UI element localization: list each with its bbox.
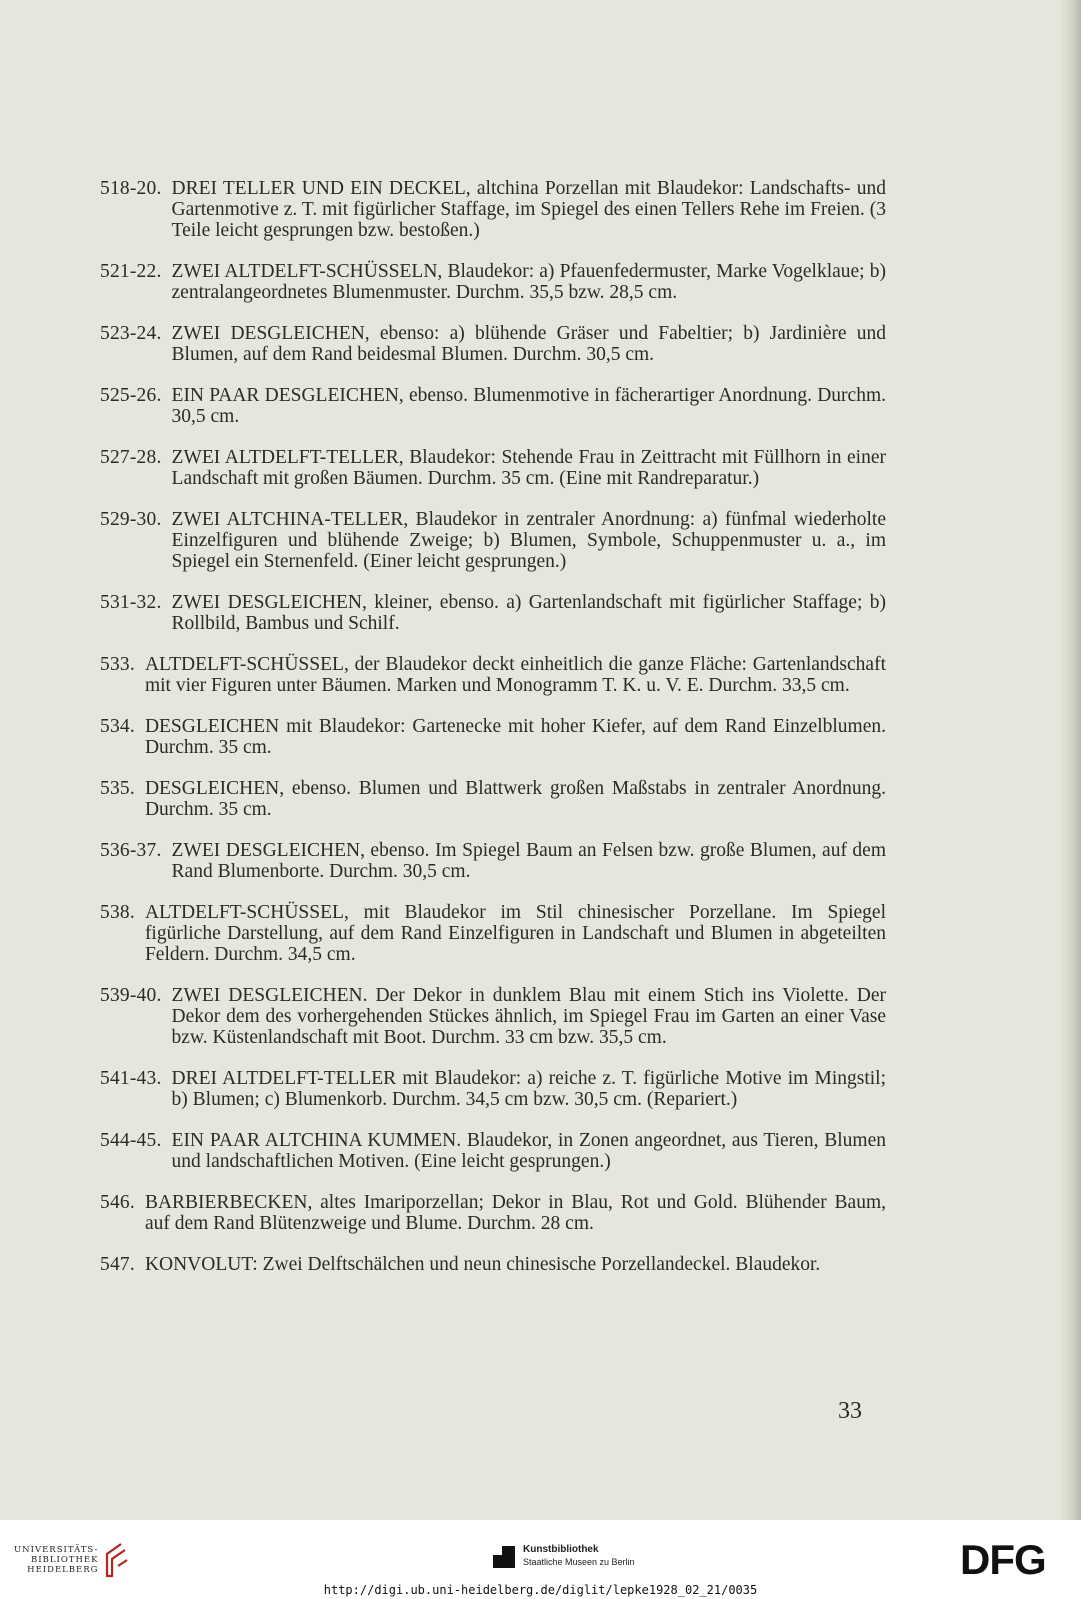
entry-text: DREI TELLER UND EIN DECKEL, altchina Porzellan mit Blaudekor: Landschafts- und Gartenmotive z. T. mit figürlicher Staffage, im Spiegel des einen Tellers Rehe im Freien. (3 Teile leicht gesprungen bzw. bestoßen.) — [171, 178, 886, 241]
digitization-footer — [0, 1520, 1081, 1599]
kb-logo-title: Kunstbibliothek — [523, 1544, 599, 1555]
entry-number: 534. — [100, 716, 135, 737]
catalog-entry — [100, 1068, 886, 1110]
entry-text: ZWEI ALTDELFT-SCHÜSSELN, Blaudekor: a) Pfauenfedermuster, Marke Vogelklaue; b) zentralangeordnetes Blumenmuster. Durchm. 35,5 bzw. 28,5 cm. — [171, 261, 886, 303]
page-number: 33 — [838, 1398, 862, 1424]
entry-number: 523-24. — [100, 323, 162, 344]
entry-number: 546. — [100, 1192, 135, 1213]
kunstbibliothek-mark-icon — [493, 1542, 515, 1570]
uni-logo-line: UNIVERSITÄTS- — [14, 1545, 99, 1555]
entry-text: ZWEI DESGLEICHEN, ebenso. Im Spiegel Baum an Felsen bzw. große Blumen, auf dem Rand Blumenborte. Durchm. 30,5 cm. — [171, 840, 886, 882]
uni-logo-line: BIBLIOTHEK — [30, 1555, 99, 1565]
entry-number: 529-30. — [100, 509, 162, 530]
catalog-entry — [100, 716, 886, 758]
entry-text: ALTDELFT-SCHÜSSEL, mit Blaudekor im Stil chinesischer Porzellane. Im Spiegel figürliche Darstellung, auf dem Rand Einzelfiguren in Landschaft und Blumen in abgeteilten Feldern. Durchm. 34,5 cm. — [144, 902, 886, 965]
catalog-entry — [100, 178, 886, 241]
heidelberg-mark-icon — [101, 1542, 131, 1578]
entry-text: KONVOLUT: Zwei Delftschälchen und neun chinesische Porzellandeckel. Blaudekor. — [144, 1254, 821, 1275]
entry-number: 535. — [100, 778, 135, 799]
entry-number: 518-20. — [100, 178, 162, 199]
kb-logo-subtitle: Staatliche Museen zu Berlin — [523, 1557, 635, 1567]
entry-number: 541-43. — [100, 1068, 162, 1089]
dfg-logo[interactable]: DFG — [960, 1536, 1046, 1583]
entry-text: DREI ALTDELFT-TELLER mit Blaudekor: a) reiche z. T. figürliche Motive im Mingstil; b) Blumen; c) Blumenkorb. Durchm. 34,5 cm bzw. 30,5 cm. (Repariert.) — [171, 1068, 886, 1110]
kunstbibliothek-logo[interactable] — [493, 1542, 635, 1570]
entry-text: ZWEI ALTDELFT-TELLER, Blaudekor: Stehende Frau in Zeittracht mit Füllhorn in einer Landschaft mit großen Bäumen. Durchm. 35 cm. (Eine mit Randreparatur.) — [171, 447, 886, 489]
entry-number: 538. — [100, 902, 135, 923]
catalog-entries — [100, 178, 886, 1295]
entry-text: DESGLEICHEN mit Blaudekor: Gartenecke mit hoher Kiefer, auf dem Rand Einzelblumen. Durchm. 35 cm. — [144, 716, 886, 758]
entry-number: 531-32. — [100, 592, 162, 613]
entry-number: 521-22. — [100, 261, 162, 282]
entry-text: ZWEI DESGLEICHEN. Der Dekor in dunklem Blau mit einem Stich ins Violette. Der Dekor dem des vorhergehenden Stückes ähnlich, im Spiegel Frau im Garten an einer Vase bzw. Küstenlandschaft mit Boot. Durchm. 33 cm bzw. 35,5 cm. — [171, 985, 886, 1048]
catalog-entry — [100, 902, 886, 965]
entry-number: 525-26. — [100, 385, 162, 406]
heidelberg-library-logo[interactable] — [14, 1542, 131, 1578]
catalog-entry — [100, 323, 886, 365]
catalog-entry — [100, 654, 886, 696]
entry-text: BARBIERBECKEN, altes Imariporzellan; Dekor in Blau, Rot und Gold. Blühender Baum, auf dem Rand Blütenzweige und Blume. Durchm. 28 cm. — [144, 1192, 886, 1234]
entry-number: 547. — [100, 1254, 135, 1275]
entry-number: 527-28. — [100, 447, 162, 468]
catalog-entry — [100, 447, 886, 489]
catalog-entry — [100, 509, 886, 572]
page-edge-shadow — [1059, 0, 1081, 1520]
entry-text: EIN PAAR ALTCHINA KUMMEN. Blaudekor, in Zonen angeordnet, aus Tieren, Blumen und landschaftlichen Motiven. (Eine leicht gesprungen.) — [171, 1130, 886, 1172]
catalog-entry — [100, 840, 886, 882]
catalog-entry — [100, 385, 886, 427]
catalog-entry — [100, 985, 886, 1048]
catalog-entry — [100, 592, 886, 634]
catalog-entry — [100, 1192, 886, 1234]
entry-text: DESGLEICHEN, ebenso. Blumen und Blattwerk großen Maßstabs in zentraler Anordnung. Durchm. 35 cm. — [144, 778, 886, 820]
entry-text: ALTDELFT-SCHÜSSEL, der Blaudekor deckt einheitlich die ganze Fläche: Gartenlandschaft mit vier Figuren unter Bäumen. Marken und Monogramm T. K. u. V. E. Durchm. 33,5 cm. — [144, 654, 886, 696]
entry-text: EIN PAAR DESGLEICHEN, ebenso. Blumenmotive in fächerartiger Anordnung. Durchm. 30,5 cm. — [171, 385, 886, 427]
entry-text: ZWEI DESGLEICHEN, ebenso: a) blühende Gräser und Fabeltier; b) Jardinière und Blumen, auf dem Rand beidesmal Blumen. Durchm. 30,5 cm. — [171, 323, 886, 365]
catalog-entry — [100, 1254, 886, 1275]
entry-text: ZWEI DESGLEICHEN, kleiner, ebenso. a) Gartenlandschaft mit figürlicher Staffage; b) Rollbild, Bambus und Schilf. — [171, 592, 886, 634]
entry-number: 539-40. — [100, 985, 162, 1006]
entry-number: 536-37. — [100, 840, 162, 861]
catalog-entry — [100, 261, 886, 303]
entry-number: 544-45. — [100, 1130, 162, 1151]
catalog-entry — [100, 1130, 886, 1172]
uni-logo-line: HEIDELBERG — [27, 1565, 99, 1575]
catalog-entry — [100, 778, 886, 820]
entry-number: 533. — [100, 654, 135, 675]
permalink-url[interactable]: http://digi.ub.uni-heidelberg.de/diglit/lepke1928_02_21/0035 — [323, 1583, 758, 1597]
entry-text: ZWEI ALTCHINA-TELLER, Blaudekor in zentraler Anordnung: a) fünfmal wiederholte Einzelfiguren und blühende Zweige; b) Blumen, Symbole, Schuppenmuster u. a., im Spiegel ein Sternenfeld. (Einer leicht gesprungen.) — [171, 509, 886, 572]
